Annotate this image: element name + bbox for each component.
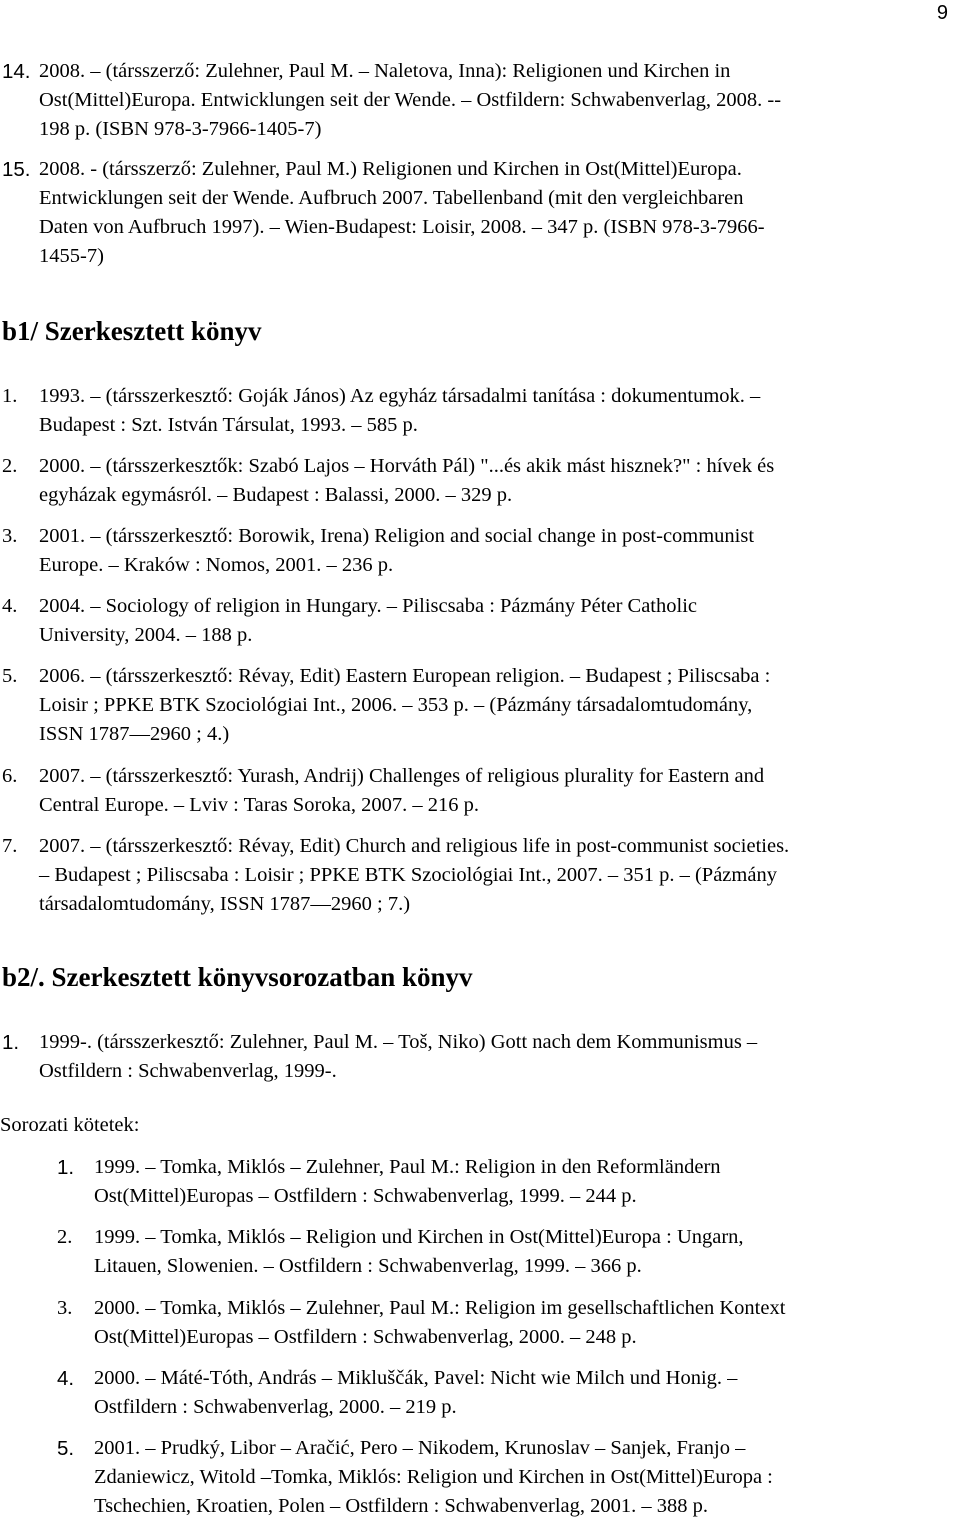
entry-line: Central Europe. – Lviv : Taras Soroka, 2007. – 216 p. <box>39 794 479 816</box>
series-volume-entry <box>57 1223 957 1281</box>
entry-number: 14. <box>2 60 31 83</box>
entry-line: 1455-7) <box>39 245 104 267</box>
entry-number: 1. <box>2 1031 20 1054</box>
entry-line: 2008. - (társszerző: Zulehner, Paul M.) Religionen und Kirchen in Ost(Mittel)Europa. <box>39 158 742 180</box>
series-volumes-label: Sorozati kötetek: <box>0 1114 140 1136</box>
entry-line: 1999-. (társszerkesztő: Zulehner, Paul M. – Toš, Niko) Gott nach dem Kommunismus – <box>39 1031 758 1053</box>
page-number: 9 <box>936 2 948 24</box>
bibliography-entry <box>2 592 957 650</box>
entry-line: University, 2004. – 188 p. <box>39 624 253 646</box>
entry-number: 1. <box>57 1156 75 1179</box>
entry-line: 2001. – (társszerkesztő: Borowik, Irena) Religion and social change in post-communist <box>39 525 755 547</box>
entry-line: 2006. – (társszerkesztő: Révay, Edit) Eastern European religion. – Budapest ; Piliscsaba : <box>39 665 771 687</box>
entry-line: 2001. – Prudký, Libor – Aračić, Pero – Nikodem, Krunoslav – Sanjek, Franjo – <box>94 1437 746 1459</box>
entry-number: 6. <box>2 765 18 787</box>
entry-line: 2007. – (társszerkesztő: Yurash, Andrij) Challenges of religious plurality for Eastern and <box>39 765 765 787</box>
entry-number: 5. <box>2 665 18 687</box>
bibliography-entry <box>2 522 957 580</box>
entry-line: 2000. – (társszerkesztők: Szabó Lajos – Horváth Pál) "...és akik mást hisznek?" : hívek és <box>39 455 775 477</box>
bibliography-entry <box>2 1028 957 1086</box>
series-volume-entry <box>57 1364 957 1422</box>
entry-number: 3. <box>57 1297 73 1319</box>
entry-number: 7. <box>2 835 18 857</box>
entry-line: 1999. – Tomka, Miklós – Religion und Kirchen in Ost(Mittel)Europa : Ungarn, <box>94 1226 744 1248</box>
entry-number: 2. <box>2 455 18 477</box>
series-volume-entry <box>57 1294 957 1352</box>
series-volume-entry <box>57 1153 957 1211</box>
entry-line: Daten von Aufbruch 1997). – Wien-Budapest: Loisir, 2008. – 347 p. (ISBN 978-3-7966- <box>39 216 765 238</box>
entry-number: 3. <box>2 525 18 547</box>
bibliography-entry <box>2 452 957 510</box>
entry-line: Zdaniewicz, Witold –Tomka, Miklós: Religion und Kirchen in Ost(Mittel)Europa : <box>94 1466 773 1488</box>
entry-line: Litauen, Slowenien. – Ostfildern : Schwabenverlag, 1999. – 366 p. <box>94 1255 642 1277</box>
entry-line: társadalomtudomány, ISSN 1787—2960 ; 7.) <box>39 893 411 915</box>
entry-number: 5. <box>57 1437 75 1460</box>
entry-line: 2007. – (társszerkesztő: Révay, Edit) Church and religious life in post-communist societies. <box>39 835 790 857</box>
entry-number: 4. <box>2 595 18 617</box>
entry-line: 1999. – Tomka, Miklós – Zulehner, Paul M.: Religion in den Reformländern <box>94 1156 721 1178</box>
entry-number: 4. <box>57 1367 75 1390</box>
entry-line: Ost(Mittel)Europa. Entwicklungen seit der Wende. – Ostfildern: Schwabenverlag, 2008. -- <box>39 89 782 111</box>
bibliography-entry <box>2 155 957 271</box>
entry-line: Ost(Mittel)Europas – Ostfildern : Schwabenverlag, 2000. – 248 p. <box>94 1326 637 1348</box>
section-heading-b2: b2/. Szerkesztett könyvsorozatban könyv <box>2 962 473 992</box>
entry-line: Ost(Mittel)Europas – Ostfildern : Schwabenverlag, 1999. – 244 p. <box>94 1185 637 1207</box>
entry-line: – Budapest ; Piliscsaba : Loisir ; PPKE BTK Szociológiai Int., 2007. – 351 p. – (Pázmány <box>39 864 777 886</box>
entry-line: 2004. – Sociology of religion in Hungary. – Piliscsaba : Pázmány Péter Catholic <box>39 595 697 617</box>
bibliography-entry <box>2 662 957 750</box>
bibliography-entry <box>2 382 957 440</box>
entry-line: egyházak egymásról. – Budapest : Balassi, 2000. – 329 p. <box>39 484 513 506</box>
bibliography-entry <box>2 57 957 145</box>
entry-line: Tschechien, Kroatien, Polen – Ostfildern : Schwabenverlag, 2001. – 388 p. <box>94 1495 708 1517</box>
entry-number: 15. <box>2 158 31 181</box>
entry-line: 2000. – Tomka, Miklós – Zulehner, Paul M.: Religion im gesellschaftlichen Kontext <box>94 1297 786 1319</box>
entry-line: 2008. – (társszerző: Zulehner, Paul M. – Naletova, Inna): Religionen und Kirchen in <box>39 60 731 82</box>
series-volume-entry <box>57 1434 957 1522</box>
entry-line: ISSN 1787—2960 ; 4.) <box>39 723 230 745</box>
bibliography-entry <box>2 762 957 820</box>
entry-line: Budapest : Szt. István Társulat, 1993. – 585 p. <box>39 414 418 436</box>
entry-number: 1. <box>2 385 18 407</box>
entry-line: 198 p. (ISBN 978-3-7966-1405-7) <box>39 118 322 140</box>
bibliography-entry <box>2 832 957 920</box>
entry-line: 2000. – Máté-Tóth, András – Mikluščák, Pavel: Nicht wie Milch und Honig. – <box>94 1367 738 1389</box>
entry-line: 1993. – (társszerkesztő: Goják János) Az egyház társadalmi tanítása : dokumentumok. – <box>39 385 761 407</box>
entry-line: Ostfildern : Schwabenverlag, 2000. – 219 p. <box>94 1396 457 1418</box>
entry-line: Loisir ; PPKE BTK Szociológiai Int., 2006. – 353 p. – (Pázmány társadalomtudomány, <box>39 694 753 716</box>
section-heading-b1: b1/ Szerkesztett könyv <box>2 316 262 346</box>
entry-line: Ostfildern : Schwabenverlag, 1999-. <box>39 1060 337 1082</box>
entry-number: 2. <box>57 1226 73 1248</box>
entry-line: Europe. – Kraków : Nomos, 2001. – 236 p. <box>39 554 394 576</box>
entry-line: Entwicklungen seit der Wende. Aufbruch 2007. Tabellenband (mit den vergleichbaren <box>39 187 744 209</box>
